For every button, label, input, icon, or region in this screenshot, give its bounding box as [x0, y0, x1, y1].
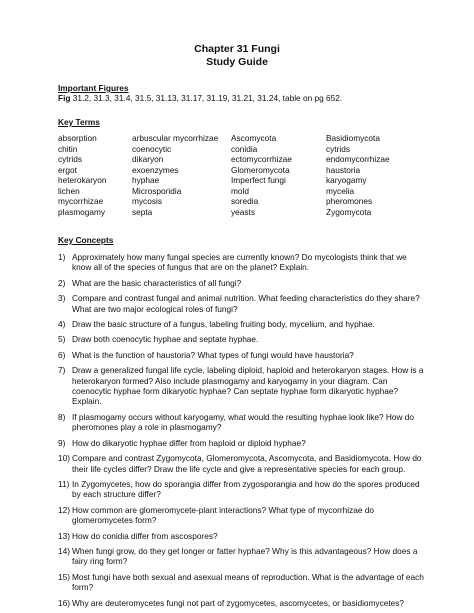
concept-number: 9): [58, 437, 66, 448]
concept-item: [58, 278, 428, 288]
concept-text: Compare and contrast Zygomycota, Glomeromycota, Ascomycota, and Basidiomycota. How do their life cycles differ? Draw the life cycle and give a representative species for each group.: [72, 453, 422, 474]
concept-text: If plasmogamy occurs without karyogamy, what would the resulting hyphae look like? How do pheromones play a role in plasmogamy?: [72, 411, 415, 433]
key-term: cytrids: [326, 143, 350, 154]
concept-item: [58, 252, 428, 273]
key-terms-heading: Key Terms: [58, 117, 100, 127]
key-term: haustoria: [326, 164, 361, 175]
concept-text: When fungi grow, do they get longer or fatter hyphae? Why is this advantageous? How does a fairy ring form?: [72, 545, 418, 567]
concept-number: 6): [58, 349, 66, 360]
figures-line: [58, 93, 342, 103]
key-term: mycosis: [132, 196, 162, 206]
concept-item: [58, 598, 428, 608]
concept-number: 7): [58, 365, 66, 376]
key-term: plasmogamy: [58, 206, 106, 217]
key-term: Microsporidia: [132, 185, 182, 196]
key-term: chitin: [58, 143, 78, 154]
key-term: absorption: [58, 133, 97, 143]
key-term: hyphae: [132, 175, 160, 185]
concept-text: How do conidia differ from ascospores?: [72, 530, 218, 541]
key-term: heterokaryon: [58, 175, 107, 185]
key-term: conidia: [231, 143, 258, 154]
key-term: lichen: [58, 185, 80, 196]
key-term: Imperfect fungi: [231, 175, 286, 185]
concept-item: [58, 293, 428, 314]
concept-item: [58, 546, 428, 567]
key-term: Zygomycota: [326, 206, 372, 217]
concept-text: Most fungi have both sexual and asexual means of reproduction. What is the advantage of each form?: [72, 571, 424, 593]
concept-item: [58, 334, 428, 344]
concept-text: Draw both coenocytic hyphae and septate hyphae.: [72, 334, 259, 345]
concept-item: [58, 319, 428, 329]
key-term: cytrids: [58, 154, 82, 164]
key-term: Ascomycota: [231, 133, 277, 143]
key-term: ectomycorrhizae: [231, 154, 292, 164]
key-term: pheromones: [326, 196, 373, 206]
concept-item: [58, 505, 428, 526]
concept-number: 11): [58, 478, 70, 489]
concept-text: Compare and contrast fungal and animal nutrition. What feeding characteristics do they share? What are two major ecological roles of fungi?: [72, 293, 420, 314]
concept-text: Why are deuteromycetes fungi not part of zygomycetes, ascomycetes, or basidiomycetes?: [72, 597, 405, 608]
key-term: soredia: [231, 196, 259, 206]
key-term: septa: [132, 206, 153, 217]
figures-label: Fig: [58, 93, 71, 103]
concept-number: 4): [58, 319, 66, 330]
concept-number: 5): [58, 334, 66, 345]
key-term: yeasts: [231, 206, 255, 217]
concept-item: [58, 572, 428, 593]
concept-item: [58, 479, 428, 500]
concept-item: [58, 412, 428, 433]
key-term: Basidiomycota: [326, 133, 380, 143]
key-term: mold: [231, 185, 249, 196]
concept-number: 8): [58, 411, 66, 422]
key-term: ergot: [58, 164, 77, 175]
concept-item: [58, 438, 428, 448]
concept-number: 10): [58, 453, 70, 464]
concept-item: [58, 453, 428, 474]
concept-number: 15): [58, 571, 70, 582]
concept-text: What is the function of haustoria? What types of fungi would have haustoria?: [72, 349, 354, 360]
figures-list: 31.2, 31.3, 31.4, 31.5, 31.13, 31.17, 31.19, 31.21, 31.24, table on pg 652.: [72, 93, 343, 103]
concept-number: 14): [58, 545, 70, 556]
concept-text: What are the basic characteristics of all fungi?: [72, 277, 242, 288]
concept-item: [58, 531, 428, 541]
concept-text: Draw a generalized fungal life cycle, labeling diploid, haploid and heterokaryon stages. How is a heterokaryon formed? Also include plasmogamy and karyogamy in your diagram. Can coenocytic hyphae form dikaryotic hyphae? Can septate hyphae form dikaryotic hyphae? Explain.: [72, 365, 424, 407]
concept-number: 1): [58, 252, 66, 262]
concept-item: [58, 365, 428, 407]
key-term: mycelia: [326, 185, 355, 196]
concept-number: 2): [58, 277, 66, 288]
key-term: endomycorrhizae: [326, 154, 390, 164]
concept-text: Approximately how many fungal species are currently known? Do mycologists think that we know all of the species of fungus that are on the planet? Explain.: [72, 252, 407, 273]
key-term: coenocytic: [132, 143, 172, 154]
key-concepts-list: [58, 252, 428, 613]
important-figures-heading: Important Figures: [58, 83, 129, 93]
key-term: Glomeromycota: [231, 164, 290, 175]
concept-text: How common are glomeromycete-plant interactions? What type of mycorrhizae do glomeromycetes form?: [72, 504, 375, 526]
document-title: Chapter 31 Fungi: [194, 43, 280, 55]
concept-text: Draw the basic structure of a fungus, labeling fruiting body, mycelium, and hyphae.: [72, 319, 375, 330]
concept-text: How do dikaryotic hyphae differ from haploid or diploid hyphae?: [72, 437, 306, 448]
key-term: exoenzymes: [132, 164, 179, 175]
concept-item: [58, 350, 428, 360]
key-term: mycorrhizae: [58, 196, 104, 206]
key-term: dikaryon: [132, 154, 164, 164]
key-term: karyogamy: [326, 175, 367, 185]
concept-number: 13): [58, 530, 70, 541]
concept-text: In Zygomycetes, how do sporangia differ from zygosporangia and how do the spores produced by each structure differ?: [72, 478, 420, 500]
concept-number: 12): [58, 504, 70, 515]
concept-number: 3): [58, 293, 66, 304]
key-term: arbuscular mycorrhizae: [132, 133, 219, 143]
key-concepts-heading: Key Concepts: [58, 235, 114, 245]
document-subtitle: Study Guide: [206, 56, 268, 68]
concept-number: 16): [58, 597, 70, 608]
